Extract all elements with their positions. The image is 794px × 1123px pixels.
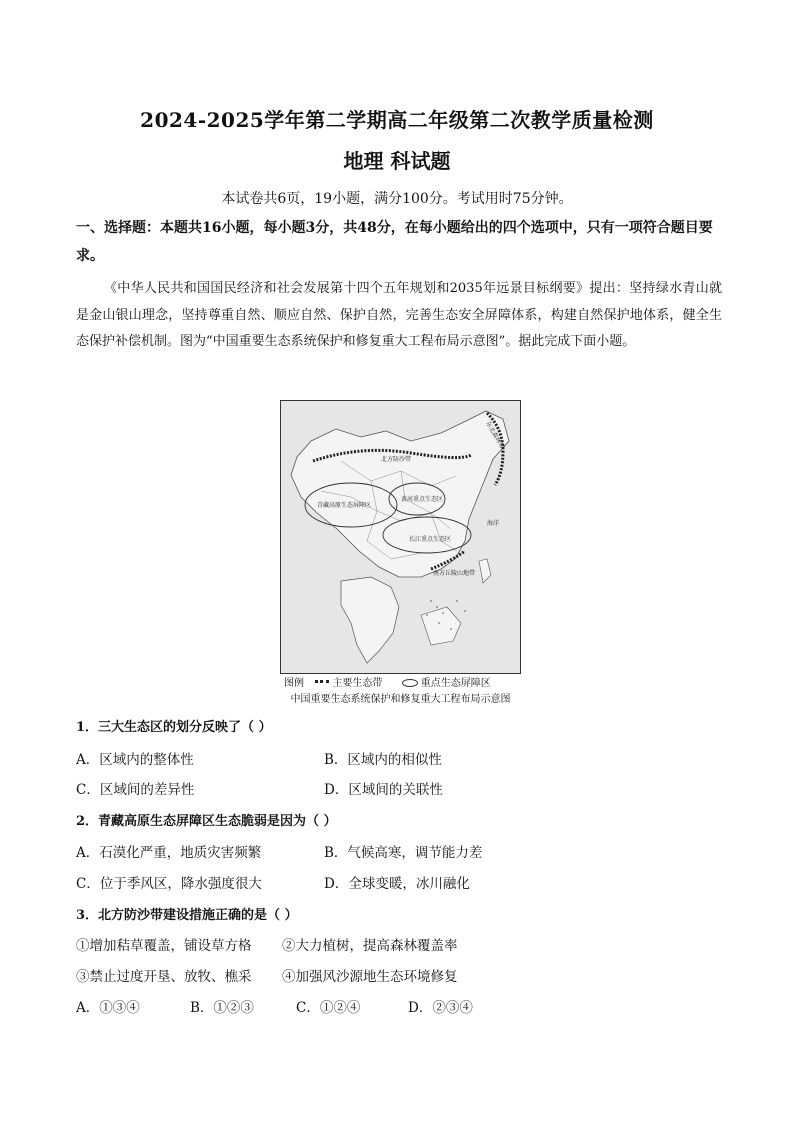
question-1-stem: 1．三大生态区的划分反映了（ ） — [76, 720, 272, 735]
map-label-yangtze: 长江重点生态区 — [409, 536, 452, 543]
subject-title: 地理 科试题 — [343, 149, 451, 173]
legend-zone-symbol — [402, 679, 418, 687]
q3-item-4: ④加强风沙源地生态环境修复 — [282, 969, 458, 985]
q3-option-d: D．②③④ — [408, 1000, 473, 1016]
page-title: 2024-2025学年第二学期高二年级第二次教学质量检测 — [140, 108, 654, 132]
map-label-sea: 海洋 — [487, 520, 500, 527]
q1-option-a: A．区域内的整体性 — [76, 752, 194, 768]
q1-option-d: D．区域间的关联性 — [324, 782, 443, 798]
q2-option-d: D．全球变暖，冰川融化 — [324, 876, 470, 892]
q3-option-a: A．①③④ — [76, 1000, 140, 1016]
map-label-south: 南方丘陵山地带 — [433, 570, 476, 577]
legend-belt-label: 主要生态带 — [332, 678, 383, 689]
legend-title: 图例 — [284, 678, 304, 689]
map-label-northeast: 东北森林带 — [484, 420, 506, 450]
q3-item-2: ②大力植树，提高森林覆盖率 — [282, 938, 458, 954]
question-3-stem: 3．北方防沙带建设措施正确的是（ ） — [76, 908, 298, 923]
q2-option-b: B．气候高寒，调节能力差 — [324, 845, 483, 861]
q1-option-b: B．区域内的相似性 — [324, 752, 442, 768]
map-label-yellow: 黄河重点生态区 — [401, 496, 444, 503]
map-caption: 中国重要生态系统保护和修复重大工程布局示意图 — [290, 694, 511, 705]
map-legend — [284, 674, 491, 689]
passage-text: 《中华人民共和国国民经济和社会发展第十四个五年规划和2035年远景目标纲要》提出：坚持绿水青山就是金山银山理念，坚持尊重自然、顺应自然、保护自然，完善生态安全屏障体系，构建自然保护地体系，健全生态保护补偿机制。图为“中国重要生态系统保护和修复重大工程布局示意图”。据此完成下面小题。 — [76, 281, 722, 349]
q2-option-c: C．位于季风区，降水强度很大 — [76, 876, 262, 892]
china-ecosystem-map — [280, 400, 521, 674]
map-label-tibet: 青藏高原生态屏障区 — [317, 502, 372, 509]
map-graphic — [281, 401, 520, 673]
legend-zone-label: 重点生态屏障区 — [420, 678, 491, 689]
q3-item-3: ③禁止过度开垦、放牧、樵采 — [76, 969, 252, 985]
q2-option-a: A．石漠化严重，地质灾害频繁 — [76, 845, 262, 861]
q3-option-c: C．①②④ — [296, 1000, 361, 1016]
exam-info: 本试卷共6页，19小题，满分100分。考试用时75分钟。 — [221, 191, 573, 207]
q1-option-c: C．区域间的差异性 — [76, 782, 195, 798]
map-label-north: 北方防沙带 — [381, 456, 412, 463]
legend-belt-symbol — [315, 680, 329, 686]
question-2-stem: 2．青藏高原生态屏障区生态脆弱是因为（ ） — [76, 814, 337, 829]
q3-item-1: ①增加秸草覆盖，铺设草方格 — [76, 938, 252, 954]
section-heading: 一、选择题：本题共16小题，每小题3分，共48分，在每小题给出的四个选项中，只有一项符合题目要求。 — [76, 220, 713, 264]
q3-option-b: B．①②③ — [190, 1000, 254, 1016]
